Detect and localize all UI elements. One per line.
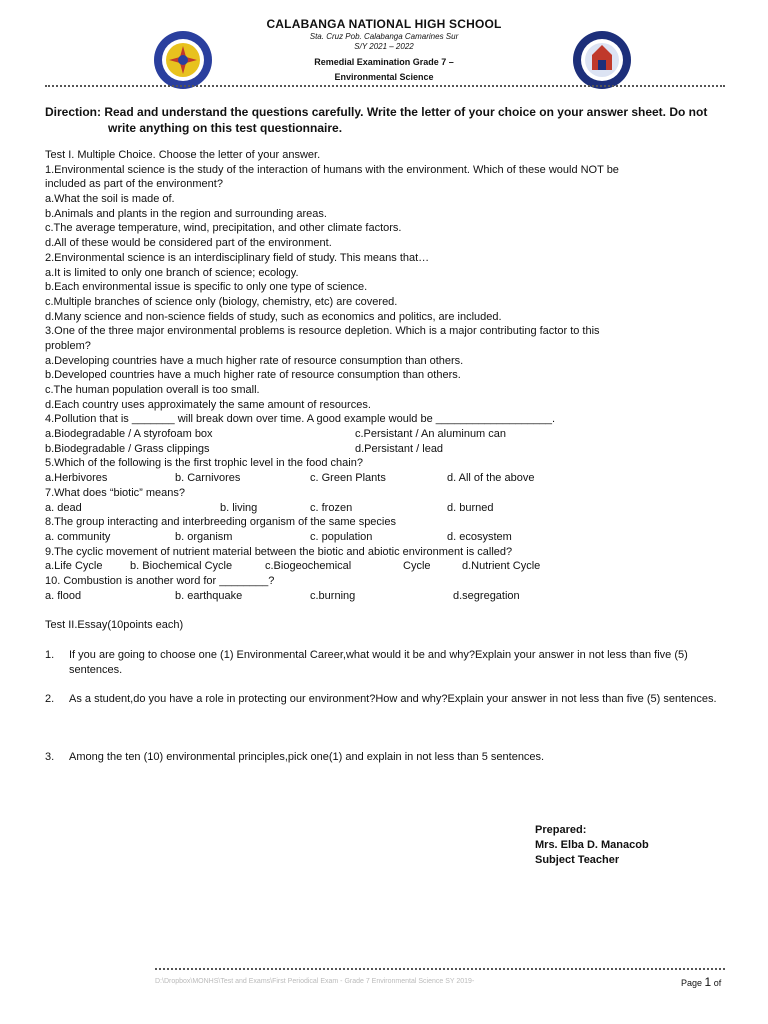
choice: a.Biodegradable / A styrofoam box [45,428,213,441]
question-line: 10. Combustion is another word for ________? [45,574,275,587]
teacher-role: Subject Teacher [535,854,620,866]
choice: b.Biodegradable / Grass clippings [45,442,210,455]
essay-number: 2. [45,693,55,705]
footer-file-path: D:\Dropbox\MONHS\Test and Exams\First Periodical Exam - Grade 7 Environmental Science SY 2019- [155,978,475,985]
choice: a.Life Cycle [45,560,103,573]
document-header [0,0,768,90]
choice: c. frozen [310,501,353,514]
page-number-value: 1 [704,975,712,989]
school-year: S/Y 2021 – 2022 [354,42,414,51]
choice: b. Carnivores [175,472,241,485]
question-line: included as part of the environment? [45,178,223,191]
choice: d.Persistant / lead [355,442,444,455]
question-line: 8.The group interacting and interbreeding organism of the same species [45,516,396,529]
choice: c.Biogeochemical [265,560,352,573]
essay-number: 1. [45,649,55,661]
footer-divider [155,968,725,970]
choice-line: b.Each environmental issue is specific to only one type of science. [45,281,368,294]
essay-item [45,648,725,678]
choice: Cycle [403,560,431,573]
choice-row [45,471,735,486]
question-line: 7.What does “biotic” means? [45,486,186,499]
choice: d.segregation [453,589,520,602]
choice: c.Persistant / An aluminum can [355,428,507,441]
choice: a. community [45,530,111,543]
test-1-multiple-choice [45,148,735,603]
choice-line: a.What the soil is made of. [45,193,175,206]
choice: b. organism [175,530,233,543]
essay-text: As a student,do you have a role in protecting our environment?How and why?Explain your answer in not less than five (5) sentences. [69,693,717,705]
choice: b. earthquake [175,589,243,602]
choice-row [45,589,735,604]
page-number [681,975,721,989]
teacher-name: Mrs. Elba D. Manacob [535,839,649,851]
choice-line: d.Each country uses approximately the same amount of resources. [45,398,371,411]
page-label: Page [681,978,703,988]
choice-row [45,501,735,516]
choice-row [45,427,735,442]
choice: d. All of the above [447,472,535,485]
choice: b. living [220,501,258,514]
choice: a.Herbivores [45,472,108,485]
question-line: 5.Which of the following is the first trophic level in the food chain? [45,457,363,470]
choice-line: c.Multiple branches of science only (biology, chemistry, etc) are covered. [45,295,398,308]
test-2-title: Test II.Essay(10points each) [45,619,184,631]
choice: c. population [310,530,373,543]
choice: a. dead [45,501,82,514]
essay-number: 3. [45,751,55,763]
page-of: of [713,978,722,988]
choice-row [45,559,735,574]
direction-text [45,104,725,136]
essay-text: If you are going to choose one (1) Environmental Career,what would it be and why?Explain your answer in not less than five (5) sentences. [69,649,688,676]
choice: c.burning [310,589,356,602]
school-address: Sta. Cruz Pob. Calabanga Camarines Sur [309,32,459,41]
subject-title: Environmental Science [334,72,434,82]
choice-line: d.Many science and non-science fields of study, such as economics and politics, are included. [45,310,502,323]
choice-row [45,530,735,545]
choice: d.Nutrient Cycle [462,560,541,573]
direction-line-1: Direction: Read and understand the questions carefully. Write the letter of your choice on your answer sheet. Do not [45,105,708,119]
prepared-by-block [535,823,649,868]
choice-line: d.All of these would be considered part of the environment. [45,237,332,250]
choice-line: a.It is limited to only one branch of science; ecology. [45,266,299,279]
choice: c. Green Plants [310,472,386,485]
choice-row [45,442,735,457]
choice: d. ecosystem [447,530,512,543]
choice-line: b.Animals and plants in the region and surrounding areas. [45,207,327,220]
choice-line: a.Developing countries have a much higher rate of resource consumption than others. [45,354,464,367]
choice: b. Biochemical Cycle [130,560,233,573]
choice-line: c.The average temperature, wind, precipitation, and other climate factors. [45,222,402,235]
question-line: 4.Pollution that is _______ will break down over time. A good example would be ___________________. [45,413,556,426]
choice: d. burned [447,501,494,514]
exam-title: Remedial Examination Grade 7 – [314,57,454,67]
choice-line: b.Developed countries have a much higher rate of resource consumption than others. [45,369,461,382]
school-name: CALABANGA NATIONAL HIGH SCHOOL [266,17,502,31]
question-line: 3.One of the three major environmental problems is resource depletion. Which is a major contributing factor to this [45,325,600,338]
header-divider [45,85,725,87]
choice-line: c.The human population overall is too small. [45,384,260,396]
essay-text: Among the ten (10) environmental principles,pick one(1) and explain in not less than 5 sentences. [69,751,545,763]
question-line: 9.The cyclic movement of nutrient material between the biotic and abiotic environment is called? [45,545,513,558]
question-line: 1.Environmental science is the study of the interaction of humans with the environment. Which of these would NOT be [45,163,619,176]
essay-item [45,692,725,707]
test-1-title: Test I. Multiple Choice. Choose the letter of your answer. [45,149,321,161]
essay-item [45,750,725,765]
question-line: problem? [45,339,91,352]
prepared-label: Prepared: [535,824,587,836]
question-line: 2.Environmental science is an interdisciplinary field of study. This means that… [45,251,430,264]
choice: a. flood [45,589,82,602]
direction-line-2: write anything on this test questionnaire. [108,121,343,135]
